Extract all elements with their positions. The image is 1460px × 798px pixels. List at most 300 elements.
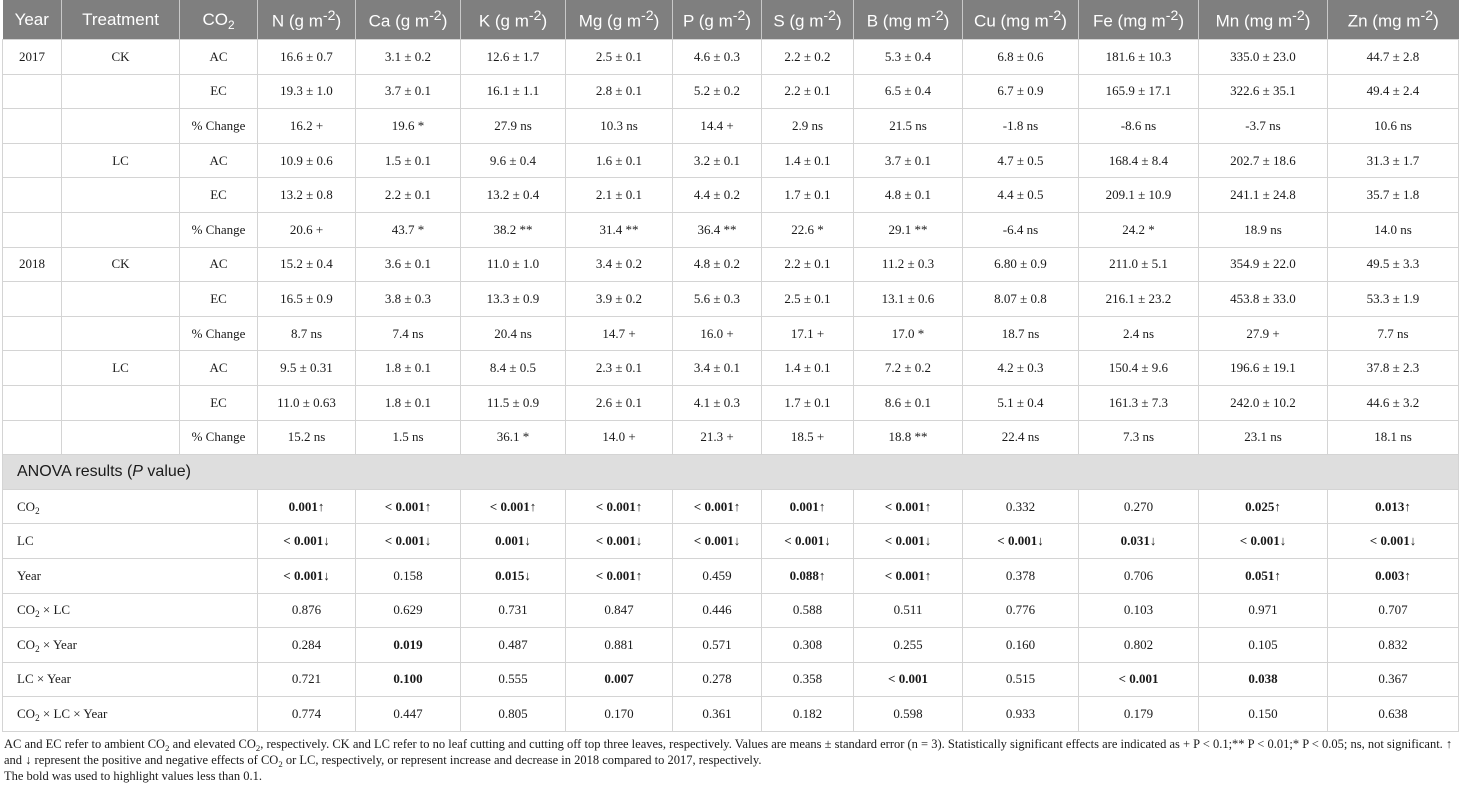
value-cell: 8.07 ± 0.8 bbox=[963, 282, 1079, 317]
value-cell: 11.5 ± 0.9 bbox=[461, 385, 566, 420]
footnote-text: AC and EC refer to ambient $CO_2$ and elevated $CO_2$, respectively. CK and LC refer to no leaf cutting and cutting off top three leaves, respectively. Values are means ± standard error (n = 3). Statistically significant effects are indicated as + P < 0.1;** P < 0.01;* P < 0.05; ns, not significant. ↑ and ↓ represent the positive and negative effects of $CO_2$ or LC, respectively, or represent increase and decrease in 2018 compared to 2017, respectively. bbox=[4, 736, 1453, 769]
p-value-cell: 0.847 bbox=[566, 593, 673, 628]
p-value-cell: 0.179 bbox=[1079, 697, 1199, 732]
anova-row bbox=[3, 628, 1459, 663]
value-cell: 27.9 + bbox=[1199, 316, 1328, 351]
value-cell: 2.4 ns bbox=[1079, 316, 1199, 351]
column-header-unit-exponent: -2 bbox=[930, 7, 944, 24]
column-header-unit-exponent: -2 bbox=[732, 7, 746, 24]
co2-cell: % Change bbox=[180, 109, 258, 144]
year-cell bbox=[3, 74, 62, 109]
value-cell: 20.6 + bbox=[258, 212, 356, 247]
value-cell: 44.7 ± 2.8 bbox=[1328, 40, 1459, 75]
p-value-cell: 0.971 bbox=[1199, 593, 1328, 628]
column-header bbox=[963, 0, 1079, 40]
value-cell: 21.5 ns bbox=[854, 109, 963, 144]
value-cell: -8.6 ns bbox=[1079, 109, 1199, 144]
column-header-unit-exponent: -2 bbox=[429, 7, 442, 24]
header-row bbox=[3, 0, 1459, 40]
value-cell: 17.0 * bbox=[854, 316, 963, 351]
value-cell: 16.6 ± 0.7 bbox=[258, 40, 356, 75]
co2-cell: AC bbox=[180, 143, 258, 178]
column-header-label: S (g m bbox=[773, 11, 824, 31]
value-cell: 31.3 ± 1.7 bbox=[1328, 143, 1459, 178]
table-row bbox=[3, 143, 1459, 178]
value-cell: 3.9 ± 0.2 bbox=[566, 282, 673, 317]
value-cell: 4.4 ± 0.5 bbox=[963, 178, 1079, 213]
value-cell: 1.8 ± 0.1 bbox=[356, 351, 461, 386]
value-cell: 10.3 ns bbox=[566, 109, 673, 144]
year-cell bbox=[3, 316, 62, 351]
treatment-cell bbox=[62, 109, 180, 144]
value-cell: 15.2 ns bbox=[258, 420, 356, 455]
year-cell: 2017 bbox=[3, 40, 62, 75]
p-value-cell: 0.588 bbox=[762, 593, 854, 628]
column-header-label: Treatment bbox=[82, 9, 159, 29]
value-cell: 216.1 ± 23.2 bbox=[1079, 282, 1199, 317]
p-value-cell: 0.284 bbox=[258, 628, 356, 663]
anova-title-italic: P bbox=[132, 462, 143, 480]
value-cell: 150.4 ± 9.6 bbox=[1079, 351, 1199, 386]
column-header-tail: ) bbox=[1061, 11, 1067, 31]
value-cell: 10.6 ns bbox=[1328, 109, 1459, 144]
column-header-unit-exponent: -2 bbox=[1292, 7, 1305, 24]
p-value-cell: 0.933 bbox=[963, 697, 1079, 732]
co2-cell: AC bbox=[180, 40, 258, 75]
nutrient-table bbox=[2, 0, 1459, 732]
treatment-cell: LC bbox=[62, 351, 180, 386]
value-cell: 1.4 ± 0.1 bbox=[762, 143, 854, 178]
column-header bbox=[673, 0, 762, 40]
column-header-tail: ) bbox=[441, 11, 448, 31]
value-cell: 4.8 ± 0.2 bbox=[673, 247, 762, 282]
value-cell: 8.6 ± 0.1 bbox=[854, 385, 963, 420]
value-cell: 241.1 ± 24.8 bbox=[1199, 178, 1328, 213]
treatment-cell: CK bbox=[62, 247, 180, 282]
value-cell: 22.6 * bbox=[762, 212, 854, 247]
value-cell: 2.8 ± 0.1 bbox=[566, 74, 673, 109]
p-value-cell: 0.088↑ bbox=[762, 558, 854, 593]
value-cell: 14.7 + bbox=[566, 316, 673, 351]
column-header bbox=[180, 0, 258, 40]
column-header-tail: ) bbox=[653, 11, 660, 31]
value-cell: 16.0 + bbox=[673, 316, 762, 351]
value-cell: 3.4 ± 0.1 bbox=[673, 351, 762, 386]
value-cell: 49.4 ± 2.4 bbox=[1328, 74, 1459, 109]
value-cell: 31.4 ** bbox=[566, 212, 673, 247]
anova-title-text: ANOVA results ( bbox=[17, 462, 133, 480]
value-cell: 202.7 ± 18.6 bbox=[1199, 143, 1328, 178]
column-header-label: B (mg m bbox=[866, 11, 931, 31]
column-header-label: Cu (mg m bbox=[974, 11, 1049, 31]
value-cell: 10.9 ± 0.6 bbox=[258, 143, 356, 178]
value-cell: 1.5 ns bbox=[356, 420, 461, 455]
p-value-cell: 0.571 bbox=[673, 628, 762, 663]
value-cell: 9.6 ± 0.4 bbox=[461, 143, 566, 178]
value-cell: 4.2 ± 0.3 bbox=[963, 351, 1079, 386]
value-cell: 5.2 ± 0.2 bbox=[673, 74, 762, 109]
value-cell: 322.6 ± 35.1 bbox=[1199, 74, 1328, 109]
table-row bbox=[3, 212, 1459, 247]
value-cell: 19.6 * bbox=[356, 109, 461, 144]
column-header-unit-exponent: -2 bbox=[823, 7, 836, 24]
value-cell: 37.8 ± 2.3 bbox=[1328, 351, 1459, 386]
value-cell: 3.8 ± 0.3 bbox=[356, 282, 461, 317]
anova-factor-cell bbox=[3, 558, 258, 593]
table-row bbox=[3, 316, 1459, 351]
value-cell: 2.2 ± 0.1 bbox=[762, 74, 854, 109]
column-header bbox=[356, 0, 461, 40]
p-value-cell: 0.776 bbox=[963, 593, 1079, 628]
p-value-cell: 0.731 bbox=[461, 593, 566, 628]
column-header-tail: ) bbox=[943, 11, 950, 31]
value-cell: 36.1 * bbox=[461, 420, 566, 455]
p-value-cell: < 0.001↓ bbox=[258, 524, 356, 559]
anova-title-tail: value) bbox=[142, 462, 191, 480]
p-value-cell: 0.511 bbox=[854, 593, 963, 628]
value-cell: 3.7 ± 0.1 bbox=[854, 143, 963, 178]
anova-factor-cell bbox=[3, 662, 258, 697]
column-header-unit-exponent: -2 bbox=[322, 7, 336, 24]
column-header-label: CO bbox=[202, 9, 228, 29]
p-value-cell: 0.038 bbox=[1199, 662, 1328, 697]
value-cell: 18.9 ns bbox=[1199, 212, 1328, 247]
anova-factor-cell bbox=[3, 697, 258, 732]
anova-factor-cell bbox=[3, 489, 258, 524]
value-cell: 2.5 ± 0.1 bbox=[566, 40, 673, 75]
p-value-cell: 0.361 bbox=[673, 697, 762, 732]
co2-cell: EC bbox=[180, 282, 258, 317]
value-cell: 1.8 ± 0.1 bbox=[356, 385, 461, 420]
value-cell: 2.2 ± 0.1 bbox=[762, 247, 854, 282]
value-cell: 49.5 ± 3.3 bbox=[1328, 247, 1459, 282]
value-cell: 22.4 ns bbox=[963, 420, 1079, 455]
value-cell: 13.1 ± 0.6 bbox=[854, 282, 963, 317]
value-cell: 23.1 ns bbox=[1199, 420, 1328, 455]
value-cell: 7.2 ± 0.2 bbox=[854, 351, 963, 386]
p-value-cell: < 0.001↑ bbox=[356, 489, 461, 524]
p-value-cell: 0.100 bbox=[356, 662, 461, 697]
value-cell: 21.3 + bbox=[673, 420, 762, 455]
p-value-cell: < 0.001↓ bbox=[963, 524, 1079, 559]
value-cell: 165.9 ± 17.1 bbox=[1079, 74, 1199, 109]
co2-cell: % Change bbox=[180, 420, 258, 455]
value-cell: 1.7 ± 0.1 bbox=[762, 178, 854, 213]
table-row bbox=[3, 282, 1459, 317]
column-header-tail: ) bbox=[1304, 11, 1311, 31]
value-cell: 13.3 ± 0.9 bbox=[461, 282, 566, 317]
p-value-cell: < 0.001↓ bbox=[356, 524, 461, 559]
anova-section-title bbox=[3, 455, 1459, 490]
value-cell: 1.6 ± 0.1 bbox=[566, 143, 673, 178]
year-cell bbox=[3, 420, 62, 455]
p-value-cell: 0.001↑ bbox=[762, 489, 854, 524]
anova-factor-subscript: 2 bbox=[35, 505, 40, 516]
p-value-cell: 0.158 bbox=[356, 558, 461, 593]
p-value-cell: 0.270 bbox=[1079, 489, 1199, 524]
p-value-cell: < 0.001↓ bbox=[566, 524, 673, 559]
p-value-cell: < 0.001 bbox=[854, 662, 963, 697]
p-value-cell: 0.001↑ bbox=[258, 489, 356, 524]
value-cell: 11.2 ± 0.3 bbox=[854, 247, 963, 282]
p-value-cell: 0.706 bbox=[1079, 558, 1199, 593]
value-cell: -1.8 ns bbox=[963, 109, 1079, 144]
column-header-tail: ) bbox=[1433, 11, 1439, 31]
co2-cell: EC bbox=[180, 74, 258, 109]
value-cell: 2.9 ns bbox=[762, 109, 854, 144]
column-header bbox=[854, 0, 963, 40]
anova-factor-cell bbox=[3, 593, 258, 628]
footnote-bold-note: The bold was used to highlight values less than 0.1. bbox=[4, 768, 262, 783]
value-cell: 14.0 ns bbox=[1328, 212, 1459, 247]
year-cell bbox=[3, 385, 62, 420]
co2-cell: % Change bbox=[180, 212, 258, 247]
column-header bbox=[1079, 0, 1199, 40]
value-cell: 43.7 * bbox=[356, 212, 461, 247]
column-header-label: Fe (mg m bbox=[1093, 11, 1166, 31]
table-row bbox=[3, 109, 1459, 144]
value-cell: 3.7 ± 0.1 bbox=[356, 74, 461, 109]
value-cell: 4.7 ± 0.5 bbox=[963, 143, 1079, 178]
value-cell: 161.3 ± 7.3 bbox=[1079, 385, 1199, 420]
value-cell: 13.2 ± 0.4 bbox=[461, 178, 566, 213]
column-header-tail: ) bbox=[745, 11, 752, 31]
p-value-cell: 0.007 bbox=[566, 662, 673, 697]
value-cell: 17.1 + bbox=[762, 316, 854, 351]
value-cell: 3.4 ± 0.2 bbox=[566, 247, 673, 282]
column-header bbox=[461, 0, 566, 40]
anova-row bbox=[3, 593, 1459, 628]
treatment-cell: CK bbox=[62, 40, 180, 75]
column-header-label: Ca (g m bbox=[368, 11, 430, 31]
column-header bbox=[258, 0, 356, 40]
column-header-unit-exponent: -2 bbox=[528, 7, 542, 24]
value-cell: 1.5 ± 0.1 bbox=[356, 143, 461, 178]
anova-factor-label: CO bbox=[17, 602, 36, 618]
column-header bbox=[762, 0, 854, 40]
value-cell: 1.4 ± 0.1 bbox=[762, 351, 854, 386]
column-header bbox=[1199, 0, 1328, 40]
treatment-cell bbox=[62, 74, 180, 109]
value-cell: 6.7 ± 0.9 bbox=[963, 74, 1079, 109]
p-value-cell: < 0.001↑ bbox=[566, 489, 673, 524]
value-cell: 35.7 ± 1.8 bbox=[1328, 178, 1459, 213]
value-cell: 4.6 ± 0.3 bbox=[673, 40, 762, 75]
value-cell: 211.0 ± 5.1 bbox=[1079, 247, 1199, 282]
value-cell: 6.80 ± 0.9 bbox=[963, 247, 1079, 282]
value-cell: 6.5 ± 0.4 bbox=[854, 74, 963, 109]
value-cell: 209.1 ± 10.9 bbox=[1079, 178, 1199, 213]
value-cell: 5.1 ± 0.4 bbox=[963, 385, 1079, 420]
p-value-cell: 0.707 bbox=[1328, 593, 1459, 628]
p-value-cell: < 0.001↓ bbox=[1199, 524, 1328, 559]
anova-factor-label: Year bbox=[17, 567, 41, 583]
value-cell: 36.4 ** bbox=[673, 212, 762, 247]
value-cell: 5.6 ± 0.3 bbox=[673, 282, 762, 317]
treatment-cell bbox=[62, 212, 180, 247]
anova-factor-tail: × Year bbox=[39, 636, 77, 652]
value-cell: 2.5 ± 0.1 bbox=[762, 282, 854, 317]
value-cell: 38.2 ** bbox=[461, 212, 566, 247]
p-value-cell: 0.629 bbox=[356, 593, 461, 628]
column-header-label: Zn (mg m bbox=[1347, 11, 1421, 31]
p-value-cell: 0.832 bbox=[1328, 628, 1459, 663]
p-value-cell: 0.105 bbox=[1199, 628, 1328, 663]
table-row bbox=[3, 40, 1459, 75]
p-value-cell: 0.182 bbox=[762, 697, 854, 732]
value-cell: 2.3 ± 0.1 bbox=[566, 351, 673, 386]
column-header bbox=[566, 0, 673, 40]
column-header-unit-exponent: 2 bbox=[227, 17, 235, 32]
column-header-tail: ) bbox=[835, 11, 842, 31]
value-cell: 29.1 ** bbox=[854, 212, 963, 247]
p-value-cell: 0.308 bbox=[762, 628, 854, 663]
p-value-cell: 0.446 bbox=[673, 593, 762, 628]
p-value-cell: 0.459 bbox=[673, 558, 762, 593]
treatment-cell bbox=[62, 420, 180, 455]
anova-factor-label: LC × Year bbox=[17, 671, 71, 687]
value-cell: 18.1 ns bbox=[1328, 420, 1459, 455]
column-header-label: K (g m bbox=[478, 11, 529, 31]
co2-cell: AC bbox=[180, 351, 258, 386]
p-value-cell: 0.255 bbox=[854, 628, 963, 663]
column-header-label: N (g m bbox=[271, 11, 323, 31]
value-cell: 181.6 ± 10.3 bbox=[1079, 40, 1199, 75]
anova-row bbox=[3, 489, 1459, 524]
year-cell: 2018 bbox=[3, 247, 62, 282]
p-value-cell: < 0.001↓ bbox=[258, 558, 356, 593]
p-value-cell: 0.003↑ bbox=[1328, 558, 1459, 593]
value-cell: 9.5 ± 0.31 bbox=[258, 351, 356, 386]
value-cell: 12.6 ± 1.7 bbox=[461, 40, 566, 75]
value-cell: 18.5 + bbox=[762, 420, 854, 455]
value-cell: 4.1 ± 0.3 bbox=[673, 385, 762, 420]
anova-factor-cell bbox=[3, 628, 258, 663]
p-value-cell: 0.805 bbox=[461, 697, 566, 732]
value-cell: -3.7 ns bbox=[1199, 109, 1328, 144]
column-header bbox=[3, 0, 62, 40]
treatment-cell bbox=[62, 316, 180, 351]
p-value-cell: < 0.001↑ bbox=[854, 489, 963, 524]
value-cell: 8.4 ± 0.5 bbox=[461, 351, 566, 386]
p-value-cell: 0.802 bbox=[1079, 628, 1199, 663]
anova-row bbox=[3, 524, 1459, 559]
value-cell: 242.0 ± 10.2 bbox=[1199, 385, 1328, 420]
p-value-cell: 0.001↓ bbox=[461, 524, 566, 559]
anova-factor-subscript: 2 bbox=[35, 713, 40, 724]
value-cell: 354.9 ± 22.0 bbox=[1199, 247, 1328, 282]
p-value-cell: 0.051↑ bbox=[1199, 558, 1328, 593]
table-row bbox=[3, 178, 1459, 213]
value-cell: 196.6 ± 19.1 bbox=[1199, 351, 1328, 386]
p-value-cell: < 0.001↓ bbox=[762, 524, 854, 559]
p-value-cell: < 0.001↓ bbox=[673, 524, 762, 559]
value-cell: 15.2 ± 0.4 bbox=[258, 247, 356, 282]
value-cell: 3.6 ± 0.1 bbox=[356, 247, 461, 282]
column-header-unit-exponent: -2 bbox=[1420, 7, 1434, 24]
co2-cell: AC bbox=[180, 247, 258, 282]
p-value-cell: 0.447 bbox=[356, 697, 461, 732]
p-value-cell: 0.721 bbox=[258, 662, 356, 697]
year-cell bbox=[3, 109, 62, 144]
p-value-cell: 0.170 bbox=[566, 697, 673, 732]
column-header-label: Mg (g m bbox=[578, 11, 642, 31]
anova-factor-label: CO bbox=[17, 498, 36, 514]
value-cell: 335.0 ± 23.0 bbox=[1199, 40, 1328, 75]
year-cell bbox=[3, 212, 62, 247]
p-value-cell: 0.013↑ bbox=[1328, 489, 1459, 524]
p-value-cell: 0.031↓ bbox=[1079, 524, 1199, 559]
treatment-cell bbox=[62, 385, 180, 420]
value-cell: 2.1 ± 0.1 bbox=[566, 178, 673, 213]
value-cell: 16.5 ± 0.9 bbox=[258, 282, 356, 317]
value-cell: 16.2 + bbox=[258, 109, 356, 144]
column-header-label: Year bbox=[14, 9, 49, 29]
p-value-cell: 0.103 bbox=[1079, 593, 1199, 628]
value-cell: 6.8 ± 0.6 bbox=[963, 40, 1079, 75]
column-header-tail: ) bbox=[541, 11, 548, 31]
column-header-label: P (g m bbox=[682, 11, 733, 31]
p-value-cell: < 0.001↓ bbox=[854, 524, 963, 559]
value-cell: 13.2 ± 0.8 bbox=[258, 178, 356, 213]
year-cell bbox=[3, 178, 62, 213]
column-header-tail: ) bbox=[335, 11, 342, 31]
p-value-cell: 0.774 bbox=[258, 697, 356, 732]
value-cell: 8.7 ns bbox=[258, 316, 356, 351]
column-header bbox=[1328, 0, 1459, 40]
anova-factor-subscript: 2 bbox=[35, 609, 40, 620]
value-cell: 1.7 ± 0.1 bbox=[762, 385, 854, 420]
co2-cell: % Change bbox=[180, 316, 258, 351]
p-value-cell: 0.598 bbox=[854, 697, 963, 732]
column-header-unit-exponent: -2 bbox=[1165, 7, 1179, 24]
p-value-cell: 0.025↑ bbox=[1199, 489, 1328, 524]
year-cell bbox=[3, 351, 62, 386]
p-value-cell: 0.332 bbox=[963, 489, 1079, 524]
p-value-cell: 0.487 bbox=[461, 628, 566, 663]
value-cell: 4.4 ± 0.2 bbox=[673, 178, 762, 213]
column-header-unit-exponent: -2 bbox=[641, 7, 654, 24]
anova-row bbox=[3, 558, 1459, 593]
p-value-cell: 0.378 bbox=[963, 558, 1079, 593]
p-value-cell: 0.019 bbox=[356, 628, 461, 663]
p-value-cell: < 0.001 bbox=[1079, 662, 1199, 697]
value-cell: 16.1 ± 1.1 bbox=[461, 74, 566, 109]
value-cell: 2.6 ± 0.1 bbox=[566, 385, 673, 420]
value-cell: 3.2 ± 0.1 bbox=[673, 143, 762, 178]
anova-factor-tail: × LC bbox=[39, 602, 71, 618]
p-value-cell: 0.367 bbox=[1328, 662, 1459, 697]
column-header-tail: ) bbox=[1178, 11, 1184, 31]
value-cell: 14.0 + bbox=[566, 420, 673, 455]
value-cell: 19.3 ± 1.0 bbox=[258, 74, 356, 109]
column-header-unit-exponent: -2 bbox=[1048, 7, 1062, 24]
treatment-cell: LC bbox=[62, 143, 180, 178]
p-value-cell: 0.555 bbox=[461, 662, 566, 697]
table-row bbox=[3, 385, 1459, 420]
p-value-cell: 0.515 bbox=[963, 662, 1079, 697]
value-cell: 7.4 ns bbox=[356, 316, 461, 351]
anova-factor-label: CO bbox=[17, 706, 36, 722]
table-row bbox=[3, 247, 1459, 282]
p-value-cell: 0.876 bbox=[258, 593, 356, 628]
p-value-cell: 0.160 bbox=[963, 628, 1079, 663]
anova-factor-cell bbox=[3, 524, 258, 559]
treatment-cell bbox=[62, 178, 180, 213]
anova-factor-label: LC bbox=[17, 533, 34, 549]
value-cell: 53.3 ± 1.9 bbox=[1328, 282, 1459, 317]
p-value-cell: 0.881 bbox=[566, 628, 673, 663]
